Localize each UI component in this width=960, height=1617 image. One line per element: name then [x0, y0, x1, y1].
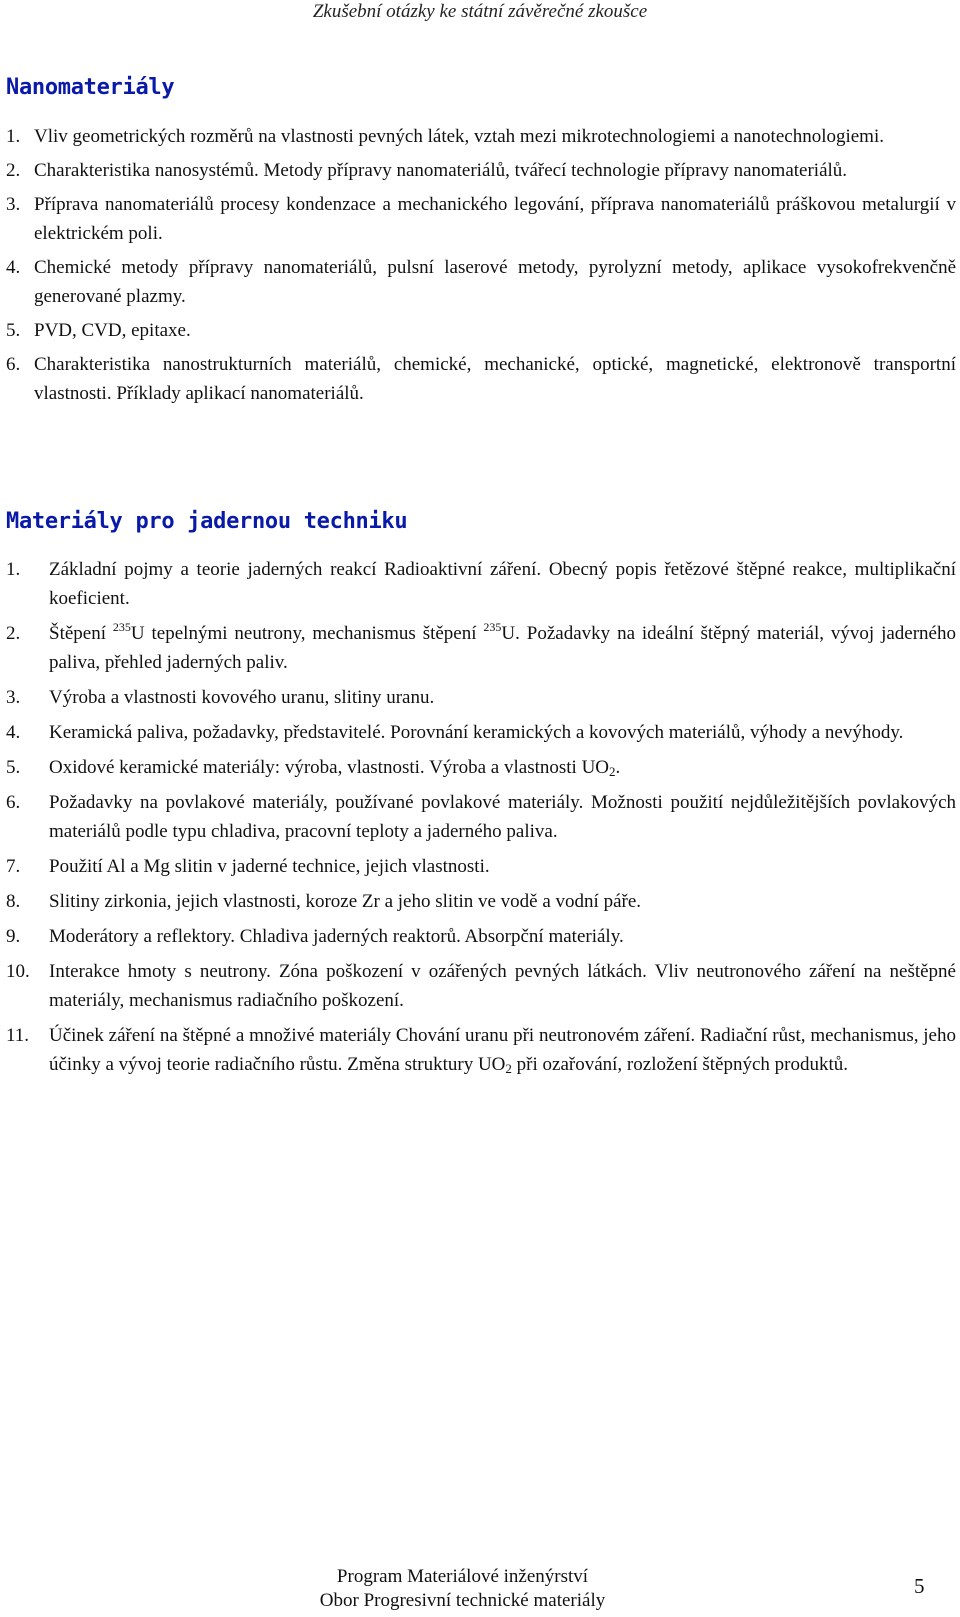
list-item: [6, 957, 956, 1015]
list-item: [6, 1021, 956, 1079]
item-number: 10.: [6, 961, 30, 982]
section-title-nuclear-materials: Materiály pro jadernou techniku: [6, 509, 408, 534]
item-text: Použití Al a Mg slitin v jaderné technice, jejich vlastnosti.: [49, 856, 490, 877]
list-item: [6, 156, 956, 185]
item-text: Základní pojmy a teorie jaderných reakcí Radioaktivní záření. Obecný popis řetězové štěpné reakce, multiplikační koeficient.: [49, 559, 956, 609]
item-text: Příprava nanomateriálů procesy kondenzace a mechanického legování, příprava nanomateriálů práškovou metalurgií v elektrickém poli.: [34, 194, 956, 244]
list-item: [6, 753, 956, 782]
item-text: Výroba a vlastnosti kovového uranu, slitiny uranu.: [49, 687, 435, 708]
item-number: 7.: [6, 856, 21, 877]
formula-subscript: 2: [505, 1061, 512, 1076]
question-list-nuclear-materials: [6, 555, 956, 1085]
list-item: [6, 190, 956, 248]
item-number: 8.: [6, 891, 21, 912]
page-number: 5: [914, 1574, 925, 1598]
item-text: Moderátory a reflektory. Chladiva jaderných reaktorů. Absorpční materiály.: [49, 926, 624, 947]
item-number: 5.: [6, 757, 21, 778]
item-number: 3.: [6, 194, 21, 215]
item-number: 4.: [6, 257, 21, 278]
isotope-superscript: 235: [112, 620, 131, 634]
item-text: Oxidové keramické materiály: výroba, vlastnosti. Výroba a vlastnosti $UO_2$.: [49, 757, 621, 779]
list-item: [6, 619, 956, 677]
item-number: 3.: [6, 687, 21, 708]
isotope-superscript: 235: [483, 620, 502, 634]
list-item: [6, 253, 956, 311]
item-text: Chemické metody přípravy nanomateriálů, pulsní laserové metody, pyrolyzní metody, aplikace vysokofrekvenčně generované plazmy.: [34, 257, 956, 307]
list-item: [6, 683, 956, 712]
item-text: Vliv geometrických rozměrů na vlastnosti pevných látek, vztah mezi mikrotechnologiemi a nanotechnologiemi.: [34, 126, 884, 147]
item-text: Charakteristika nanostrukturních materiálů, chemické, mechanické, optické, magnetické, elektronově transportní vlastnosti. Příklady aplikací nanomateriálů.: [34, 354, 956, 404]
question-list-nanomaterials: [6, 122, 956, 413]
item-number: 9.: [6, 926, 21, 947]
item-text: Štěpení $^{235}$U tepelnými neutrony, mechanismus štěpení $^{235}$U. Požadavky na ideální štěpný materiál, vývoj jaderného paliva, přehled jaderných paliv.: [49, 620, 956, 673]
list-item: [6, 887, 956, 916]
formula-subscript: 2: [609, 764, 616, 779]
item-text: PVD, CVD, epitaxe.: [34, 320, 191, 341]
item-number: 2.: [6, 623, 21, 644]
item-text: Keramická paliva, požadavky, představitelé. Porovnání keramických a kovových materiálů, výhody a nevýhody.: [49, 722, 904, 743]
list-item: [6, 350, 956, 408]
item-number: 5.: [6, 320, 21, 341]
list-item: [6, 718, 956, 747]
item-number: 1.: [6, 126, 21, 147]
item-text: Slitiny zirkonia, jejich vlastnosti, koroze Zr a jeho slitin ve vodě a vodní páře.: [49, 891, 642, 912]
list-item: [6, 852, 956, 881]
page-header: Zkušební otázky ke státní závěrečné zkoušce: [312, 1, 648, 22]
item-text: Charakteristika nanosystémů. Metody přípravy nanomateriálů, tvářecí technologie přípravy nanomateriálů.: [34, 160, 848, 181]
list-item: [6, 922, 956, 951]
item-number: 1.: [6, 559, 21, 580]
item-number: 11.: [6, 1025, 30, 1046]
item-text: Požadavky na povlakové materiály, používané povlakové materiály. Možnosti použití nejdůležitějších povlakových materiálů podle typu chladiva, pracovní teploty a jaderného paliva.: [49, 792, 956, 842]
footer-program: Program Materiálové inženýrství: [336, 1566, 589, 1587]
item-number: 2.: [6, 160, 21, 181]
page-footer: [0, 1565, 925, 1613]
item-number: 6.: [6, 354, 21, 375]
item-text: Účinek záření na štěpné a množivé materiály Chování uranu při neutronovém záření. Radiační růst, mechanismus, jeho účinky a vývoj teorie radiačního růstu. Změna struktury $UO_2$ při ozařování, rozložení štěpných produktů.: [49, 1025, 956, 1076]
list-item: [6, 555, 956, 613]
section-title-nanomaterials: Nanomateriály: [6, 75, 175, 100]
item-number: 6.: [6, 792, 21, 813]
footer-field: Obor Progresivní technické materiály: [319, 1590, 606, 1611]
item-number: 4.: [6, 722, 21, 743]
list-item: [6, 316, 956, 345]
list-item: [6, 122, 956, 151]
list-item: [6, 788, 956, 846]
item-text: Interakce hmoty s neutrony. Zóna poškození v ozářených pevných látkách. Vliv neutronového záření na neštěpné materiály, mechanismus radiačního poškození.: [49, 961, 956, 1011]
